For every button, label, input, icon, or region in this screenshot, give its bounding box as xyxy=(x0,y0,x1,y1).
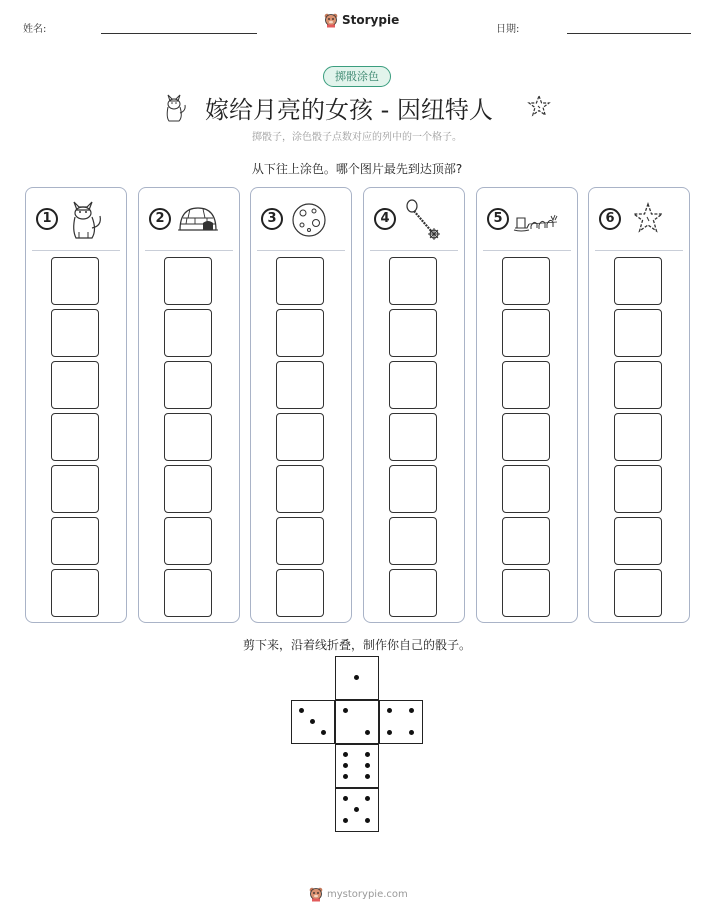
color-box[interactable] xyxy=(502,517,550,565)
column-divider xyxy=(370,250,458,251)
pip xyxy=(299,708,304,713)
brand-name: Storypie xyxy=(342,13,400,27)
dice-face-1 xyxy=(335,656,379,700)
color-box[interactable] xyxy=(502,569,550,617)
dog-sled-icon xyxy=(513,198,559,242)
date-line[interactable] xyxy=(567,33,691,34)
color-box[interactable] xyxy=(614,361,662,409)
dice-column-6 xyxy=(588,187,690,623)
dice-face-4 xyxy=(379,700,423,744)
color-box[interactable] xyxy=(164,361,212,409)
pip xyxy=(321,730,326,735)
dice-face-3 xyxy=(291,700,335,744)
color-box[interactable] xyxy=(502,413,550,461)
color-box[interactable] xyxy=(51,465,99,513)
color-box[interactable] xyxy=(614,569,662,617)
color-box[interactable] xyxy=(51,309,99,357)
pip xyxy=(365,818,370,823)
coloring-instruction: 从下往上涂色。哪个图片最先到达顶部? xyxy=(251,162,463,176)
pip xyxy=(354,675,359,680)
dice-column-1 xyxy=(25,187,127,623)
pip xyxy=(365,730,370,735)
harpoon-rope-icon xyxy=(400,198,446,242)
pip xyxy=(387,730,392,735)
footer xyxy=(309,886,408,902)
star-icon xyxy=(527,94,551,118)
pip xyxy=(365,763,370,768)
color-box[interactable] xyxy=(614,517,662,565)
dice-face-2 xyxy=(335,700,379,744)
color-box[interactable] xyxy=(614,413,662,461)
dice-net xyxy=(291,656,425,836)
color-box[interactable] xyxy=(389,465,437,513)
color-box[interactable] xyxy=(389,413,437,461)
color-box[interactable] xyxy=(276,569,324,617)
color-box[interactable] xyxy=(164,413,212,461)
color-box[interactable] xyxy=(389,309,437,357)
color-box[interactable] xyxy=(51,361,99,409)
color-box[interactable] xyxy=(614,309,662,357)
color-box[interactable] xyxy=(164,309,212,357)
color-box[interactable] xyxy=(389,569,437,617)
pip xyxy=(354,807,359,812)
column-number: 5 xyxy=(487,208,509,230)
color-box[interactable] xyxy=(164,257,212,305)
color-box[interactable] xyxy=(502,465,550,513)
column-number: 6 xyxy=(599,208,621,230)
color-box[interactable] xyxy=(389,257,437,305)
color-box[interactable] xyxy=(502,257,550,305)
pip xyxy=(343,774,348,779)
color-box[interactable] xyxy=(51,257,99,305)
column-number: 3 xyxy=(261,208,283,230)
name-line[interactable] xyxy=(101,33,257,34)
pip xyxy=(365,752,370,757)
column-divider xyxy=(32,250,120,251)
husky-dog-icon xyxy=(160,91,188,123)
color-box[interactable] xyxy=(276,257,324,305)
pip xyxy=(409,730,414,735)
dice-face-6 xyxy=(335,744,379,788)
column-divider xyxy=(595,250,683,251)
pip xyxy=(387,708,392,713)
color-box[interactable] xyxy=(276,465,324,513)
column-divider xyxy=(483,250,571,251)
moon-icon xyxy=(287,198,333,242)
column-number: 2 xyxy=(149,208,171,230)
color-box[interactable] xyxy=(502,361,550,409)
pip xyxy=(365,796,370,801)
footer-url[interactable]: mystorypie.com xyxy=(327,888,408,900)
column-divider xyxy=(145,250,233,251)
brand-logo xyxy=(324,12,399,28)
husky-dog-icon xyxy=(62,198,108,242)
star-icon xyxy=(625,198,671,242)
subtitle: 掷骰子，涂色骰子点数对应的列中的一个格子。 xyxy=(252,132,462,143)
color-box[interactable] xyxy=(276,361,324,409)
color-box[interactable] xyxy=(164,517,212,565)
bear-logo-icon xyxy=(324,12,338,28)
pip xyxy=(365,774,370,779)
pip xyxy=(343,708,348,713)
activity-badge: 掷骰涂色 xyxy=(323,66,391,87)
color-box[interactable] xyxy=(164,569,212,617)
pip xyxy=(409,708,414,713)
column-number: 4 xyxy=(374,208,396,230)
pip xyxy=(343,796,348,801)
color-box[interactable] xyxy=(276,413,324,461)
pip xyxy=(343,818,348,823)
color-box[interactable] xyxy=(614,257,662,305)
page-title: 嫁给月亮的女孩 - 因纽特人 xyxy=(205,96,493,124)
color-box[interactable] xyxy=(389,361,437,409)
color-box[interactable] xyxy=(389,517,437,565)
color-box[interactable] xyxy=(614,465,662,513)
color-box[interactable] xyxy=(276,517,324,565)
dice-face-5 xyxy=(335,788,379,832)
dice-column-2 xyxy=(138,187,240,623)
color-box[interactable] xyxy=(51,517,99,565)
igloo-icon xyxy=(175,198,221,242)
date-label: 日期: xyxy=(496,24,520,35)
color-box[interactable] xyxy=(164,465,212,513)
column-number: 1 xyxy=(36,208,58,230)
pip xyxy=(343,763,348,768)
bear-logo-icon xyxy=(309,886,323,902)
cut-instruction: 剪下来，沿着线折叠，制作你自己的骰子。 xyxy=(242,638,471,652)
dice-column-3 xyxy=(250,187,352,623)
column-divider xyxy=(257,250,345,251)
dice-column-4 xyxy=(363,187,465,623)
color-box[interactable] xyxy=(502,309,550,357)
color-box[interactable] xyxy=(51,413,99,461)
name-label: 姓名: xyxy=(23,24,47,35)
dice-column-5 xyxy=(476,187,578,623)
color-box[interactable] xyxy=(276,309,324,357)
color-box[interactable] xyxy=(51,569,99,617)
pip xyxy=(343,752,348,757)
pip xyxy=(310,719,315,724)
